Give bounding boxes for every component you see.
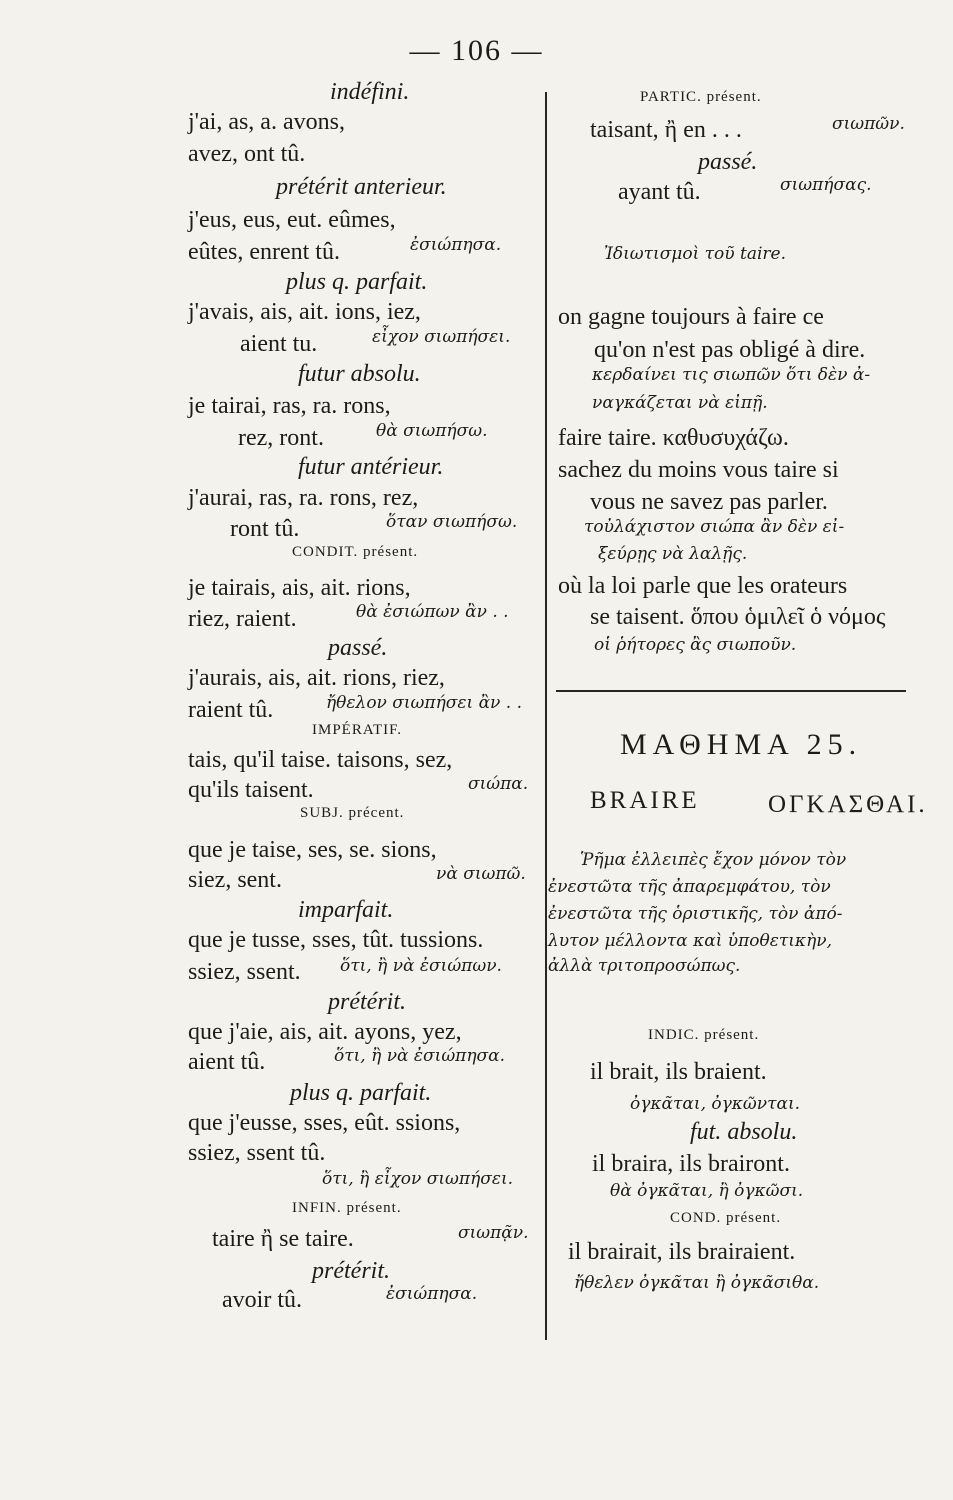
left-text-line-46: ssiez, ssent tû. xyxy=(188,1140,326,1166)
left-greek-line-43: ὅτι, ἢ νὰ ἐσιώπησα. xyxy=(334,1046,506,1066)
left-text-line-49: taire ἢ se taire. xyxy=(212,1226,354,1252)
left-greek-line-27: ἤθελον σιωπήσει ἂν . . xyxy=(326,693,523,713)
right-tense-heading-1: PARTIC. présent. xyxy=(640,89,762,105)
left-tense-heading-1: indéfini. xyxy=(330,79,410,105)
left-text-line-9: j'avais, ais, ait. ions, iez, xyxy=(188,299,421,325)
left-tense-heading-12: futur absolu. xyxy=(298,361,421,387)
right-text-line-17: où la loi parle que les orateurs xyxy=(558,573,848,599)
right-greek-line-19: οἱ ῥήτορες ἂς σιωποῦν. xyxy=(594,635,797,655)
left-text-line-21: je tairais, ais, ait. rions, xyxy=(188,575,411,601)
right-greek-line-30: ὀγκᾶται, ὀγκῶνται. xyxy=(630,1094,801,1114)
right-lesson-heading-21: BRAIRE xyxy=(590,787,700,814)
left-greek-line-47: ὅτι, ἢ εἶχον σιωπήσει. xyxy=(322,1169,514,1189)
right-text-line-5: ayant tû. xyxy=(618,179,701,205)
right-greek-line-36: ἤθελεν ὀγκᾶται ἢ ὀγκᾶσιθα. xyxy=(574,1273,820,1293)
right-greek-line-27: ἀλλὰ τριτοπροσώπως. xyxy=(548,956,741,976)
right-greek-line-10: κερδαίνει τις σιωπῶν ὅτι δὲν ἀ- xyxy=(592,365,871,385)
left-text-line-41: que j'aie, ais, ait. ayons, yez, xyxy=(188,1019,462,1045)
left-text-line-38: ssiez, ssent. xyxy=(188,959,301,985)
right-greek-line-26: λυτον μέλλοντα καὶ ὑποθετικὴν, xyxy=(548,931,833,951)
right-text-line-14: vous ne savez pas parler. xyxy=(590,489,828,515)
section-rule xyxy=(556,690,906,692)
right-text-line-9: qu'on n'est pas obligé à dire. xyxy=(594,337,866,363)
left-text-line-6: eûtes, enrent tû. xyxy=(188,239,340,265)
right-greek-line-7: Ἰδιωτισμοὶ τοῦ taire. xyxy=(604,244,787,264)
page-number: — 106 — xyxy=(409,34,544,67)
right-greek-line-3: σιωπῶν. xyxy=(832,114,905,134)
left-greek-line-35: νὰ σιωπῶ. xyxy=(436,864,526,884)
left-text-line-25: j'aurais, ais, ait. rions, riez, xyxy=(188,665,445,691)
right-lesson-heading-20: ΜΑΘΗΜΑ 25. xyxy=(620,728,863,761)
left-tense-heading-32: SUBJ. précent. xyxy=(300,805,405,821)
right-text-line-13: sachez du moins vous taire si xyxy=(558,457,839,483)
right-text-line-8: on gagne toujours à faire ce xyxy=(558,304,824,330)
right-greek-line-6: σιωπήσας. xyxy=(780,175,872,195)
right-text-line-2: taisant, ἢ en . . . xyxy=(590,117,742,143)
left-tense-heading-28: IMPÉRATIF. xyxy=(312,722,403,738)
left-text-line-30: qu'ils taisent. xyxy=(188,777,314,803)
right-greek-line-15: τοὐλάχιστον σιώπα ἂν δὲν εἰ- xyxy=(584,517,845,537)
left-greek-line-53: ἐσιώπησα. xyxy=(386,1284,478,1304)
right-text-line-32: il braira, ils brairont. xyxy=(592,1151,790,1177)
left-tense-heading-44: plus q. parfait. xyxy=(290,1080,432,1106)
left-text-line-22: riez, raient. xyxy=(188,606,297,632)
right-tense-heading-31: fut. absolu. xyxy=(690,1119,798,1145)
left-greek-line-19: ὅταν σιωπήσω. xyxy=(386,512,518,532)
right-greek-line-23: Ῥῆμα ἐλλειπὲς ἔχον μόνον τὸν xyxy=(580,850,847,870)
left-tense-heading-24: passé. xyxy=(328,635,388,661)
left-text-line-52: avoir tû. xyxy=(222,1287,302,1313)
left-greek-line-15: θὰ σιωπήσω. xyxy=(376,421,488,441)
left-tense-heading-20: CONDIT. présent. xyxy=(292,544,419,560)
left-text-line-45: que j'eusse, sses, eût. ssions, xyxy=(188,1110,461,1136)
left-tense-heading-51: prétérit. xyxy=(312,1258,390,1284)
left-tense-heading-40: prétérit. xyxy=(328,989,406,1015)
left-tense-heading-8: plus q. parfait. xyxy=(286,269,428,295)
left-greek-line-23: θὰ ἐσιώπων ἂν . . xyxy=(356,602,509,622)
right-tense-heading-4: passé. xyxy=(698,149,758,175)
left-text-line-34: siez, sent. xyxy=(188,867,282,893)
right-greek-line-33: θὰ ὀγκᾶται, ἢ ὀγκῶσι. xyxy=(610,1181,804,1201)
right-greek-line-25: ἐνεστῶτα τῆς ὁριστικῆς, τὸν ἀπό- xyxy=(548,904,843,924)
left-tense-heading-36: imparfait. xyxy=(298,897,394,923)
column-divider xyxy=(545,92,547,1340)
left-text-line-37: que je tusse, sses, tût. tussions. xyxy=(188,927,484,953)
left-text-line-26: raient tû. xyxy=(188,697,274,723)
right-text-line-35: il brairait, ils brairaient. xyxy=(568,1239,796,1265)
left-text-line-42: aient tû. xyxy=(188,1049,266,1075)
right-tense-heading-28: INDIC. présent. xyxy=(648,1027,760,1043)
left-greek-line-7: ἐσιώπησα. xyxy=(410,235,502,255)
right-text-line-29: il brait, ils braient. xyxy=(590,1059,767,1085)
left-text-line-13: je tairai, ras, ra. rons, xyxy=(188,393,391,419)
right-tense-heading-34: COND. présent. xyxy=(670,1210,782,1226)
left-text-line-10: aient tu. xyxy=(240,331,318,357)
left-greek-line-11: εἶχον σιωπήσει. xyxy=(372,327,511,347)
left-greek-line-31: σιώπα. xyxy=(468,774,529,794)
right-greek-line-24: ἐνεστῶτα τῆς ἀπαρεμφάτου, τὸν xyxy=(548,877,831,897)
left-tense-heading-16: futur antérieur. xyxy=(298,454,444,480)
left-text-line-29: tais, qu'il taise. taisons, sez, xyxy=(188,747,453,773)
right-greek-line-16: ξεύρῃς νὰ λαλῇς. xyxy=(598,544,748,564)
right-text-line-12: faire taire. καθυσυχάζω. xyxy=(558,425,789,451)
left-greek-line-50: σιωπᾷν. xyxy=(458,1223,529,1243)
left-text-line-14: rez, ront. xyxy=(238,425,324,451)
right-lesson-heading-22: ΟΓΚΑΣΘΑΙ. xyxy=(768,791,928,818)
left-text-line-33: que je taise, ses, se. sions, xyxy=(188,837,437,863)
right-text-line-18: se taisent. ὅπου ὁμιλεῖ ὁ νόμος xyxy=(590,604,886,630)
left-text-line-17: j'aurai, ras, ra. rons, rez, xyxy=(188,485,419,511)
left-greek-line-39: ὅτι, ἢ νὰ ἐσιώπων. xyxy=(340,956,502,976)
right-greek-line-11: ναγκάζεται νὰ εἰπῇ. xyxy=(592,393,768,413)
left-tense-heading-48: INFIN. présent. xyxy=(292,1200,402,1216)
left-text-line-5: j'eus, eus, eut. eûmes, xyxy=(188,207,396,233)
left-tense-heading-4: prétérit anterieur. xyxy=(276,174,447,200)
left-text-line-18: ront tû. xyxy=(230,516,300,542)
left-text-line-2: j'ai, as, a. avons, xyxy=(188,109,345,135)
left-text-line-3: avez, ont tû. xyxy=(188,141,306,167)
